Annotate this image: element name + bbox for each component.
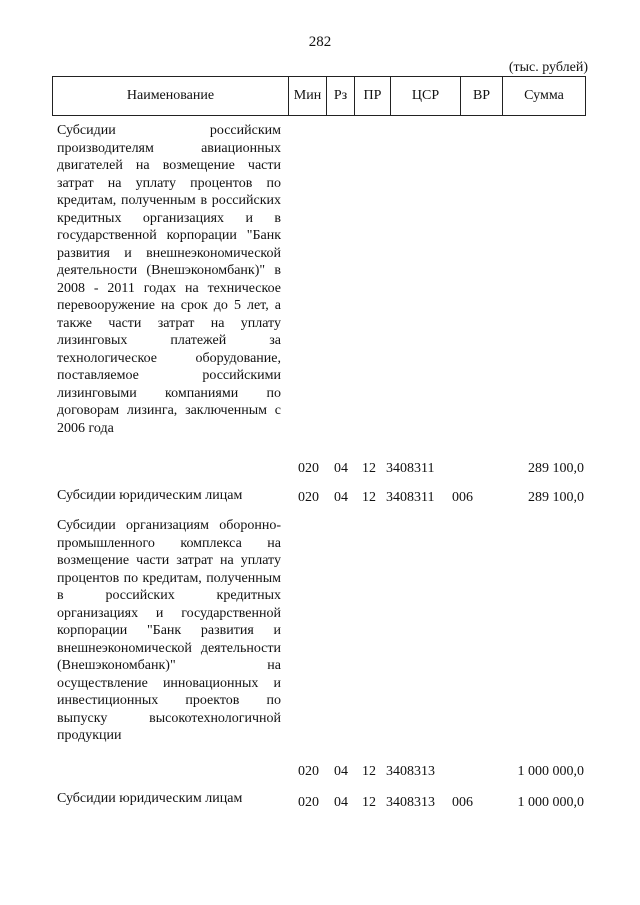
cell-rz: 04 <box>334 764 348 779</box>
row-values <box>52 794 586 812</box>
column-header-sum: Сумма <box>524 88 564 103</box>
cell-sum: 289 100,0 <box>528 490 584 505</box>
table-header <box>52 76 586 116</box>
cell-vr: 006 <box>452 795 473 810</box>
cell-sum: 289 100,0 <box>528 461 584 476</box>
row-values <box>52 489 586 507</box>
row-name: Субсидии юридическим лицам <box>57 791 243 806</box>
cell-sum: 1 000 000,0 <box>517 795 584 810</box>
cell-csr: 3408311 <box>386 461 435 476</box>
cell-pr: 12 <box>362 490 376 505</box>
cell-rz: 04 <box>334 490 348 505</box>
column-header-rz: Рз <box>327 77 355 115</box>
column-header-csr: ЦСР <box>391 77 461 115</box>
cell-pr: 12 <box>362 795 376 810</box>
row-name: Субсидии организациям оборонно-промышленного комплекса на возмещение части затрат на уплату процентов по кредитам, полученным в российских кредитных организациях и государственной корпорации "Банк развития и внешнеэкономической деятельности (Внешэкономбанк)" на осуществление инновационных и инвестиционных проектов по выпуску высокотехнологичной продукции <box>57 518 281 743</box>
row-name: Субсидии российским производителям авиационных двигателей на возмещение части затрат на уплату процентов по кредитам, полученным в российских кредитных организациях и в государственной корпорации "Банк развития и внешнеэкономической деятельности (Внешэкономбанк)" в 2008 - 2011 годах на техническое перевооружение на срок до 5 лет, а также части затрат на уплату лизинговых платежей за технологическое оборудование, поставляемое российскими лизинговыми компаниями по договорам лизинга, заключенным с 2006 года <box>57 123 281 436</box>
cell-csr: 3408313 <box>386 795 435 810</box>
column-header-vr: ВР <box>461 77 503 115</box>
cell-vr: 006 <box>452 490 473 505</box>
row-values <box>52 763 586 781</box>
row-name: Субсидии юридическим лицам <box>57 488 243 503</box>
cell-min: 020 <box>298 490 319 505</box>
cell-rz: 04 <box>334 795 348 810</box>
column-header-pr: ПР <box>355 77 391 115</box>
cell-rz: 04 <box>334 461 348 476</box>
cell-min: 020 <box>298 795 319 810</box>
column-header-name: Наименование <box>53 77 289 115</box>
cell-csr: 3408311 <box>386 490 435 505</box>
row-values <box>52 460 586 478</box>
page-number: 282 <box>308 34 332 50</box>
cell-pr: 12 <box>362 764 376 779</box>
column-header-min: Мин <box>289 77 327 115</box>
units-label: (тыс. рублей) <box>508 60 588 75</box>
cell-csr: 3408313 <box>386 764 435 779</box>
cell-pr: 12 <box>362 461 376 476</box>
cell-sum: 1 000 000,0 <box>517 764 584 779</box>
cell-min: 020 <box>298 461 319 476</box>
cell-min: 020 <box>298 764 319 779</box>
